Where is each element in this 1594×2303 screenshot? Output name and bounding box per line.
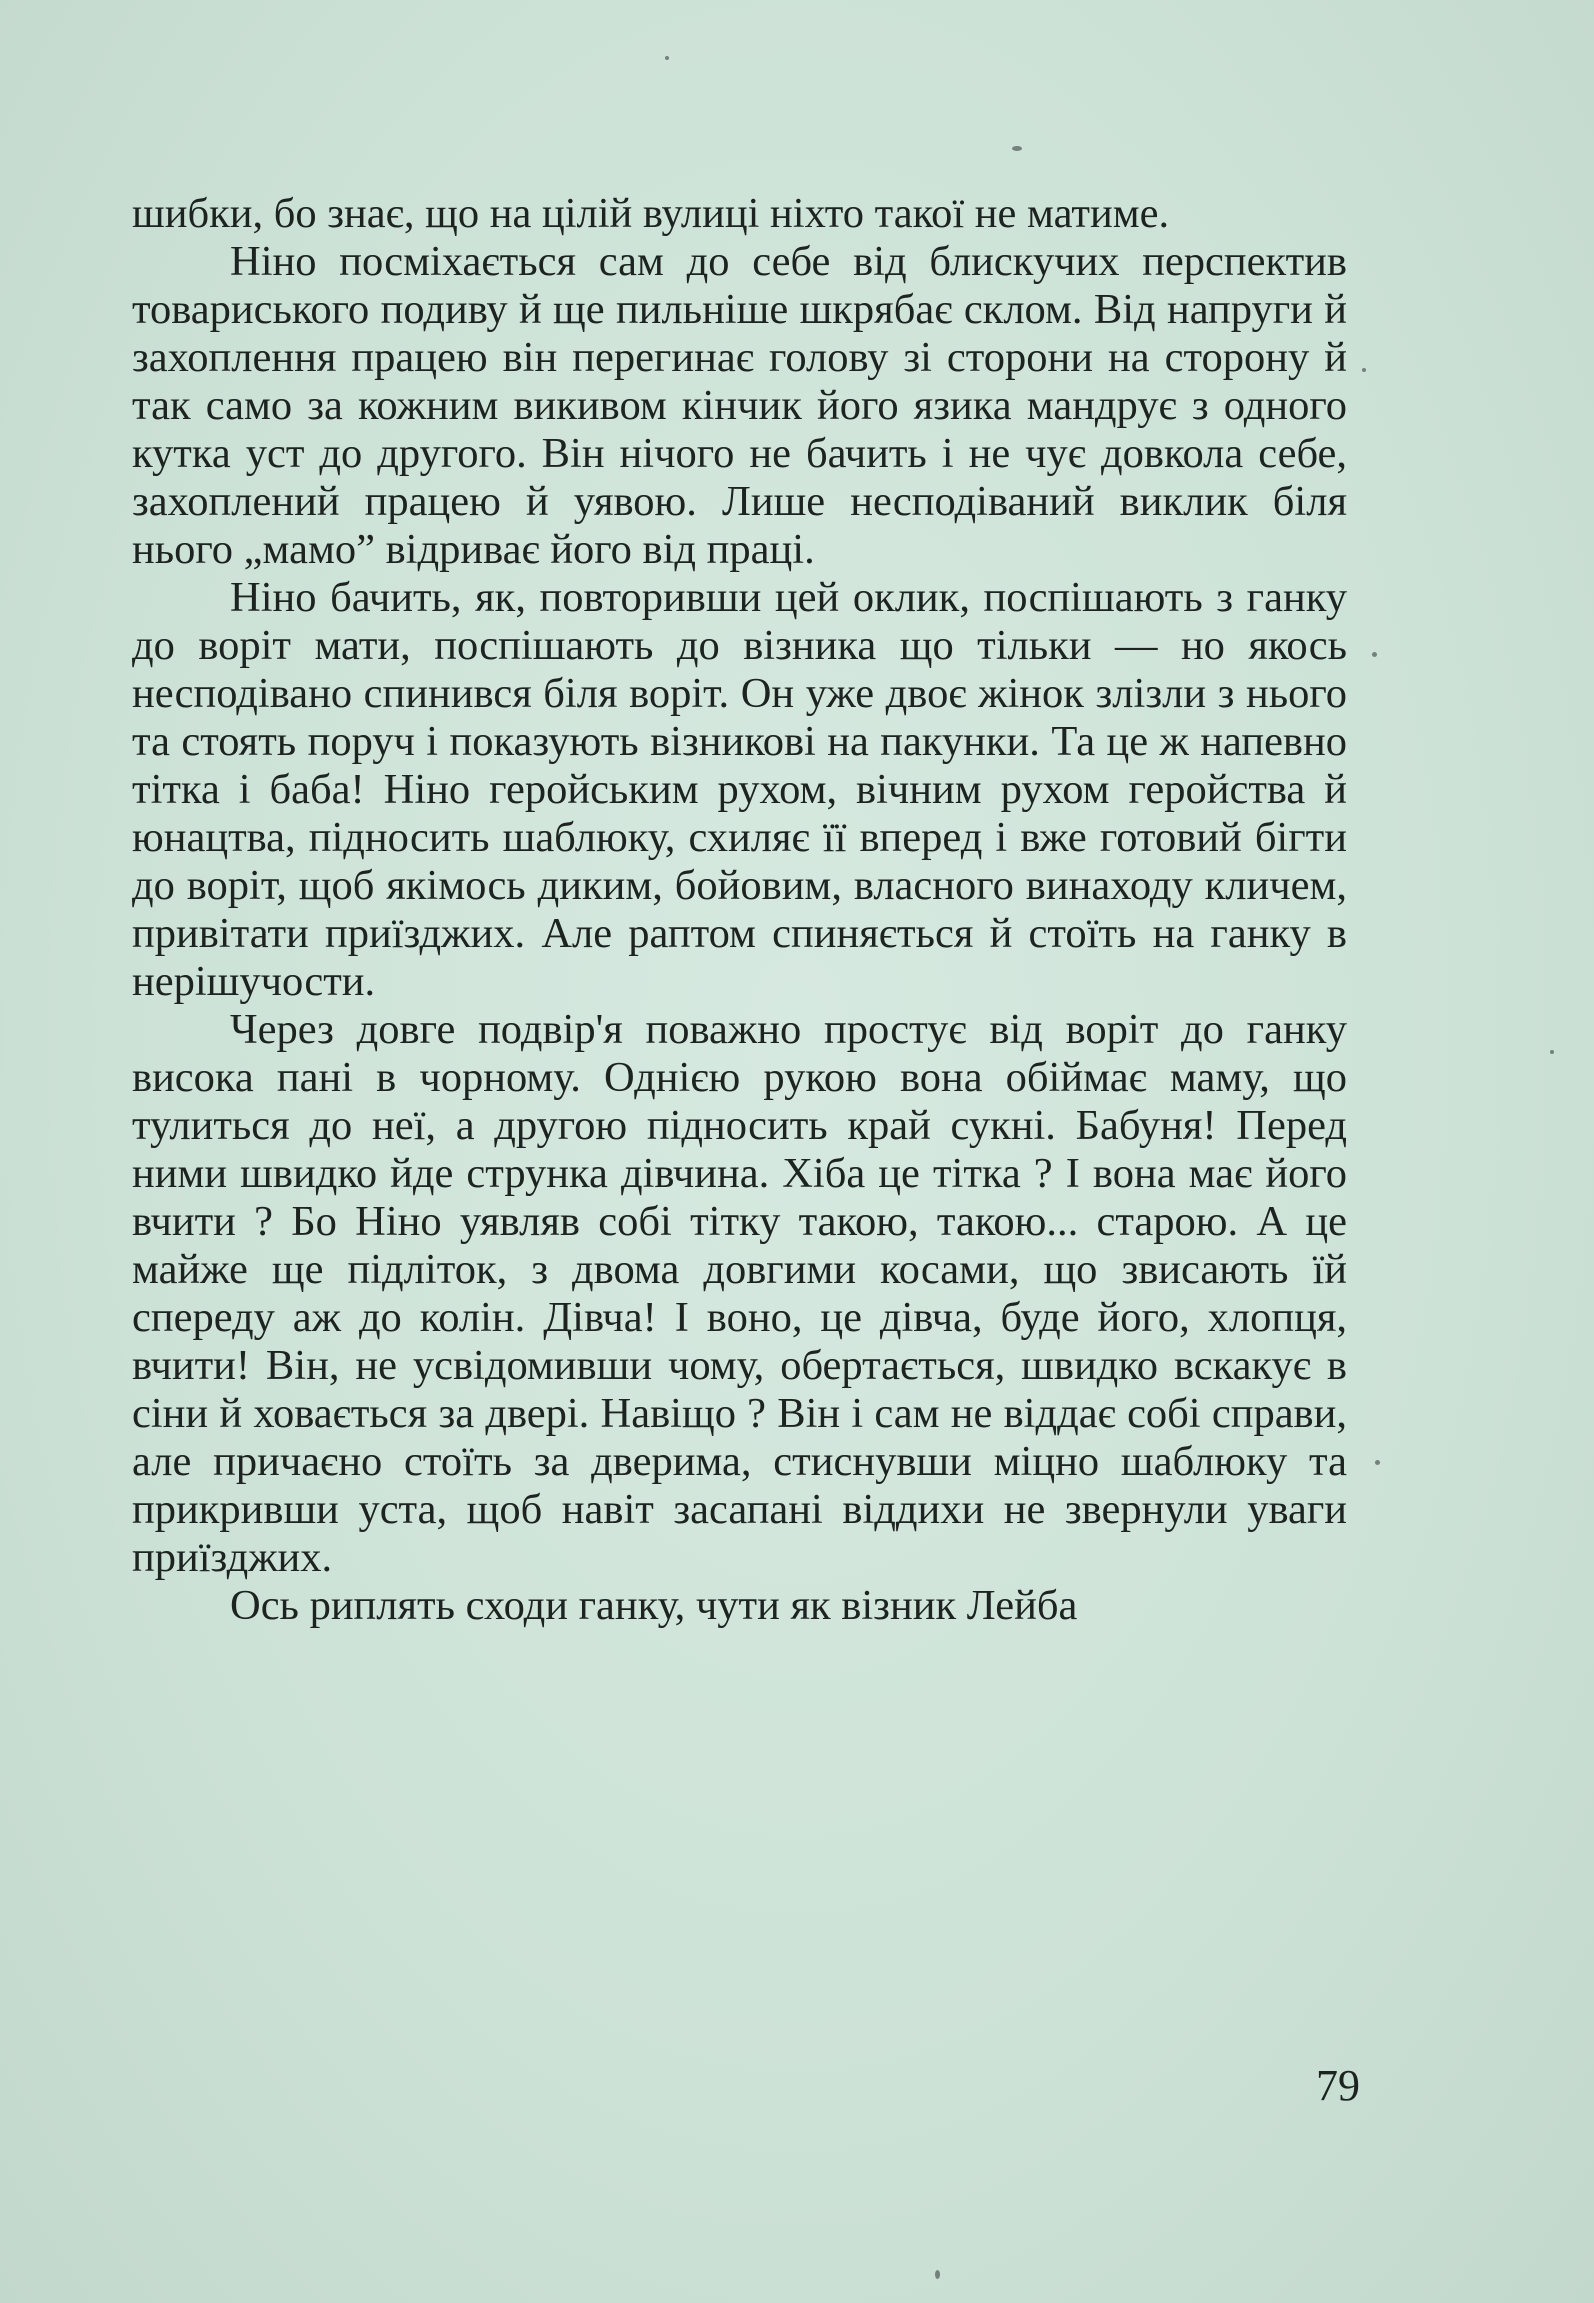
paragraph-1: шибки, бо знає, що на цілій вулиці ніхто такої не матиме. <box>132 190 1170 237</box>
paragraph-5: Ось риплять сходи ганку, чути як візник Лейба <box>230 1582 1078 1629</box>
scan-speck <box>935 2270 940 2279</box>
scan-speck <box>1375 1460 1380 1465</box>
scan-speck <box>1362 368 1366 372</box>
page-number: 79 <box>1316 2061 1360 2110</box>
scan-speck <box>1012 146 1022 151</box>
scan-speck <box>1550 1050 1554 1054</box>
paragraph-4: Через довге подвір'я поважно простує від воріт до ганку висока пані в чорному. Однією рукою вона обіймає маму, що тулиться до неї, а другою підносить край сукні. Бабуня! Перед ними швидко йде струнка дівчина. Хіба це тітка ? І вона має його вчити ? Бо Ніно уявляв собі тітку такою, такою... старою. А це майже ще підліток, з двома довгими косами, що звисають їй спереду аж до колін. Дівча! І воно, це дівча, буде його, хлопця, вчити! Він, не усвідомивши чому, обертається, швидко вскакує в сіни й ховається за двері. Навіщо ? Він і сам не віддає собі справи, але причаєно стоїть за дверима, стиснувши міцно шаблюку та прикривши уста, щоб навіт засапані віддихи не звернули уваги приїзджих. <box>132 1006 1347 1581</box>
paragraph-2: Ніно посміхається сам до себе від блискучих перспектив товариського подиву й ще пильніше шкрябає склом. Від напруги й захоплення працею він перегинає голову зі сторони на сторону й так само за кожним викивом кінчик його язика мандрує з одного кутка уст до другого. Він нічого не бачить і не чує довкола себе, захоплений працею й уявою. Лише несподіваний виклик біля нього „мамо” відриває його від праці. <box>132 238 1347 573</box>
paragraph-3: Ніно бачить, як, повторивши цей оклик, поспішають з ганку до воріт мати, поспішають до візника що тільки — но якось несподівано спинився біля воріт. Он уже двоє жінок злізли з нього та стоять поруч і показують візникові на пакунки. Та це ж напевно тітка і баба! Ніно геройським рухом, вічним рухом геройства й юнацтва, підносить шаблюку, схиляє її вперед і вже готовий бігти до воріт, щоб якімось диким, бойовим, власного винаходу кличем, привітати приїзджих. Але раптом спиняється й стоїть на ганку в нерішучости. <box>132 574 1347 1005</box>
scan-speck <box>1372 652 1377 657</box>
page-body-text <box>132 190 1347 1630</box>
scan-speck <box>665 56 669 60</box>
